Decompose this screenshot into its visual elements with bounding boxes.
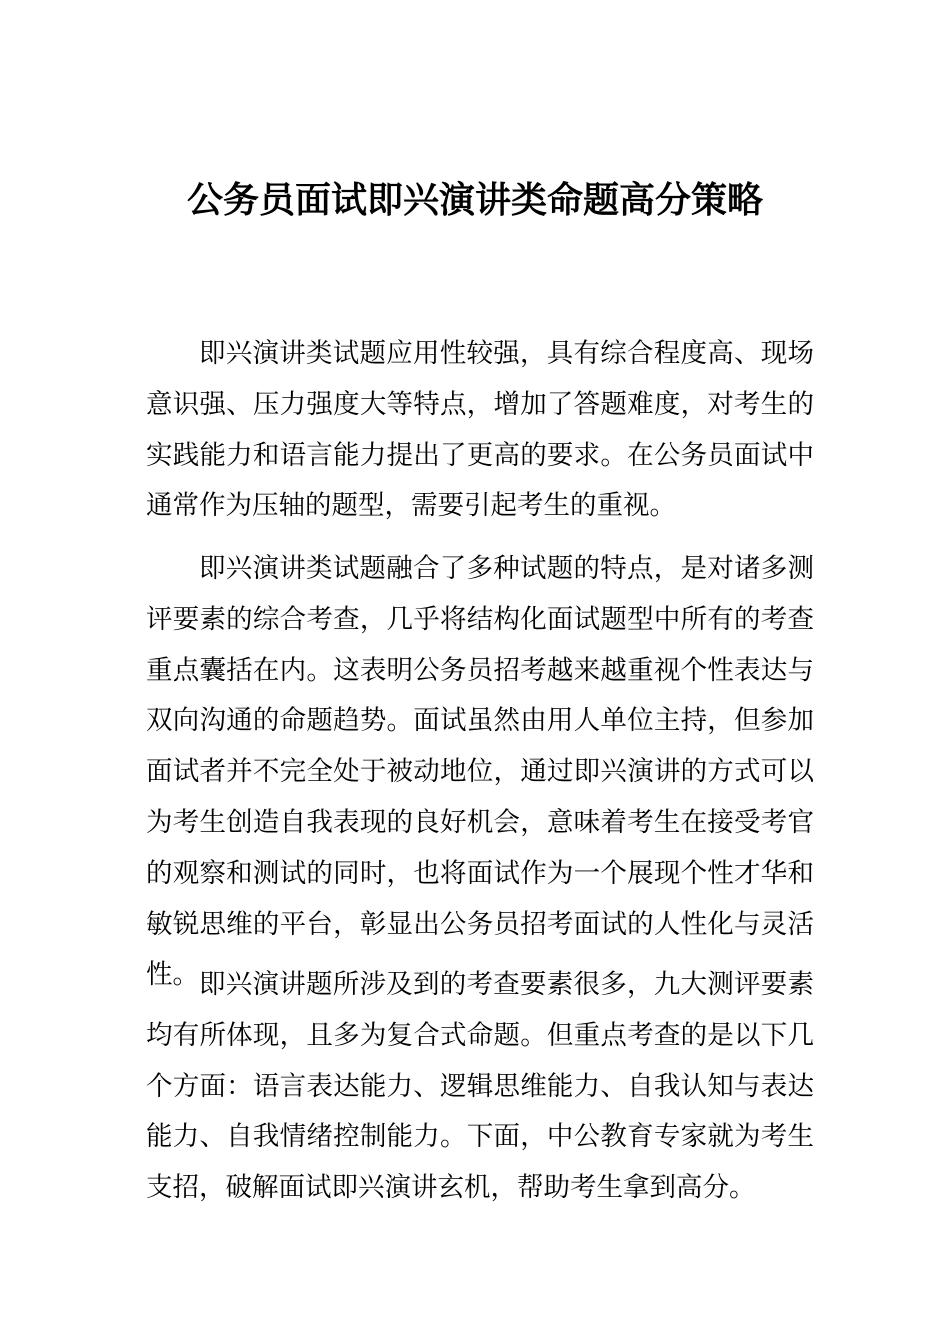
paragraph-3: 即兴演讲题所涉及到的考查要素很多，九大测评要素均有所体现，且多为复合式命题。但重点考查的是以下几个方面：语言表达能力、逻辑思维能力、自我认知与表达能力、自我情绪控制能力。下面，中公教育专家就为考生支招，破解面试即兴演讲玄机，帮助考生拿到高分。 [146,969,814,1204]
paragraph-1: 即兴演讲类试题应用性较强，具有综合程度高、现场意识强、压力强度大等特点，增加了答题难度，对考生的实践能力和语言能力提出了更高的要求。在公务员面试中通常作为压轴的题型，需要引起考生的重视。 [146,338,814,522]
paragraph-2: 即兴演讲类试题融合了多种试题的特点，是对诸多测评要素的综合考查，几乎将结构化面试题型中所有的考查重点囊括在内。这表明公务员招考越来越重视个性表达与双向沟通的命题趋势。面试虽然由用人单位主持，但参加面试者并不完全处于被动地位，通过即兴演讲的方式可以为考生创造自我表现的良好机会，意味着考生在接受考官的观察和测试的同时，也将面试作为一个展现个性才华和敏锐思维的平台，彰显出公务员招考面试的人性化与灵活性。 [146,553,814,991]
document-title: 公务员面试即兴演讲类命题高分策略 [186,179,763,221]
